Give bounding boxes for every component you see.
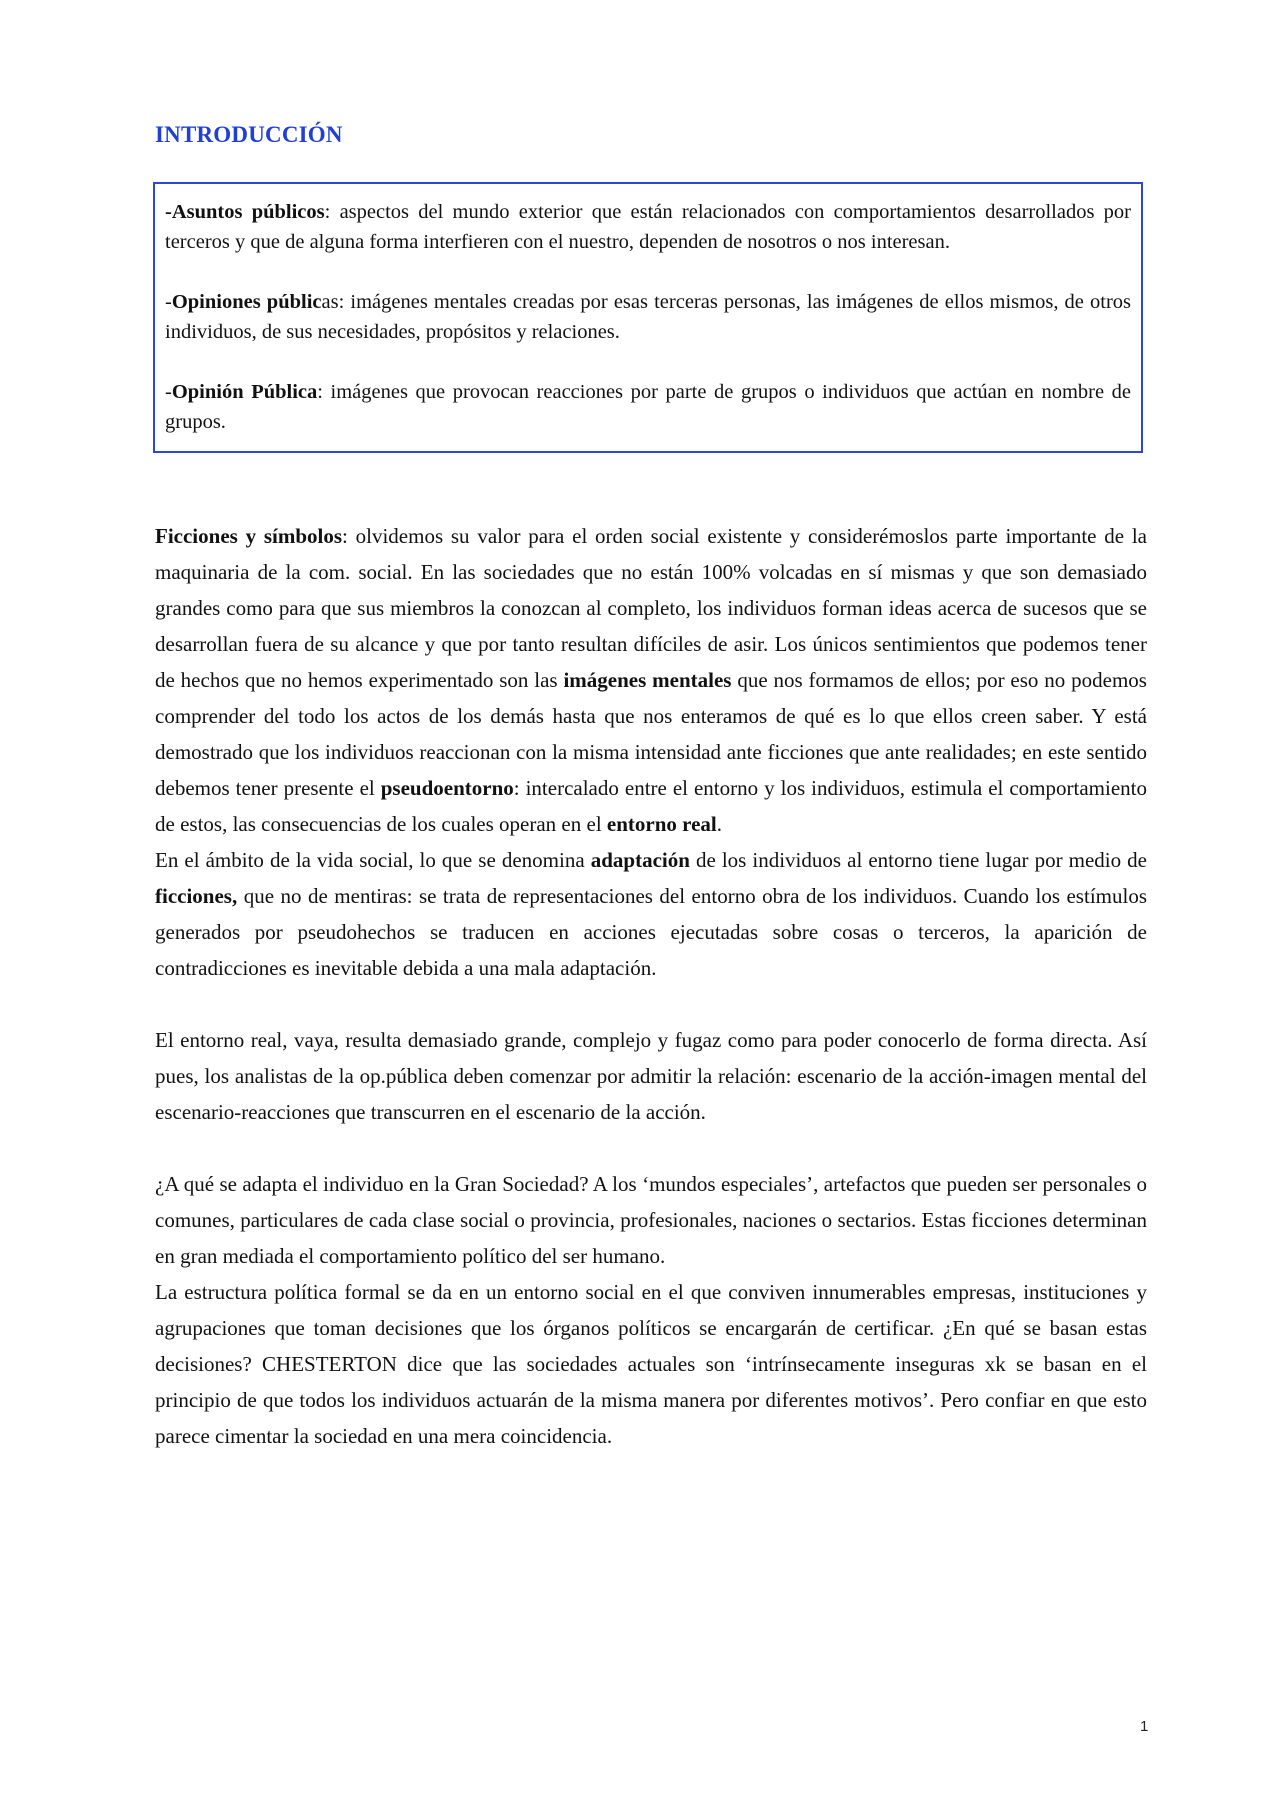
body-text — [155, 518, 1147, 1454]
paragraph-adaptacion: En el ámbito de la vida social, lo que se denomina adaptación de los individuos al entorno tiene lugar por medio de ficciones, que no de mentiras: se trata de representaciones del entorno obra de los individuos. Cuando los estímulos generados por pseudohechos se traducen en acciones ejecutadas sobre cosas o terceros, la aparición de contradicciones es inevitable debida a una mala adaptación. — [155, 848, 1147, 980]
section-heading: INTRODUCCIÓN — [155, 122, 343, 147]
definition-opinion-publica: -Opinión Pública: imágenes que provocan reacciones por parte de grupos o individuos que actúan en nombre de grupos. — [165, 381, 1132, 433]
paragraph-gran-sociedad: ¿A qué se adapta el individuo en la Gran Sociedad? A los ‘mundos especiales’, artefactos que pueden ser personales o comunes, particulares de cada clase social o provincia, profesionales, naciones o sectarios. Estas ficciones determinan en gran mediada el comportamiento político del ser humano. — [155, 1172, 1147, 1268]
definition-term: Opinión Pública — [171, 381, 318, 403]
definition-asuntos-publicos: -Asuntos públicos: aspectos del mundo exterior que están relacionados con comportamientos desarrollados por terceros y que de alguna forma interfieren con el nuestro, dependen de nosotros o nos interesan. — [165, 201, 1131, 253]
paragraph-estructura-politica: La estructura política formal se da en un entorno social en el que conviven innumerables empresas, instituciones y agrupaciones que toman decisiones que los órganos políticos se encargarán de certificar. ¿En qué se basan estas decisiones? CHESTERTON dice que las sociedades actuales son ‘intrínsecamente inseguras xk se basan en el principio de que todos los individuos actuarán de la misma manera por diferentes motivos’. Pero confiar en que esto parece cimentar la sociedad en una mera coincidencia. — [155, 1280, 1147, 1448]
paragraph-entorno-real: El entorno real, vaya, resulta demasiado grande, complejo y fugaz como para poder conocerlo de forma directa. Así pues, los analistas de la op.pública deben comenzar por admitir la relación: escenario de la acción-imagen mental del escenario-reacciones que transcurren en el escenario de la acción. — [155, 1028, 1147, 1124]
definition-term: Opiniones públic — [171, 291, 322, 313]
definition-term: -Asuntos públicos — [165, 201, 325, 223]
paragraph-ficciones: Ficciones y símbolos: olvidemos su valor para el orden social existente y considerémoslos parte importante de la maquinaria de la com. social. En las sociedades que no están 100% volcadas en sí mismas y que son demasiado grandes como para que sus miembros la conozcan al completo, los individuos forman ideas acerca de sucesos que se desarrollan fuera de su alcance y que por tanto resultan difíciles de asir. Los únicos sentimientos que podemos tener de hechos que no hemos experimentado son las imágenes mentales que nos formamos de ellos; por eso no podemos comprender del todo los actos de los demás hasta que nos enteramos de qué es lo que ellos creen saber. Y está demostrado que los individuos reaccionan con la misma intensidad ante ficciones que ante realidades; en este sentido debemos tener presente el pseudoentorno: intercalado entre el entorno y los individuos, estimula el comportamiento de estos, las consecuencias de los cuales operan en el entorno real. — [155, 524, 1147, 836]
page-number: 1 — [1140, 1718, 1149, 1735]
definition-opiniones-publicas: -Opiniones públicas: imágenes mentales creadas por esas terceras personas, las imágenes de ellos mismos, de otros individuos, de sus necesidades, propósitos y relaciones. — [165, 291, 1132, 343]
definitions-box — [153, 182, 1143, 453]
